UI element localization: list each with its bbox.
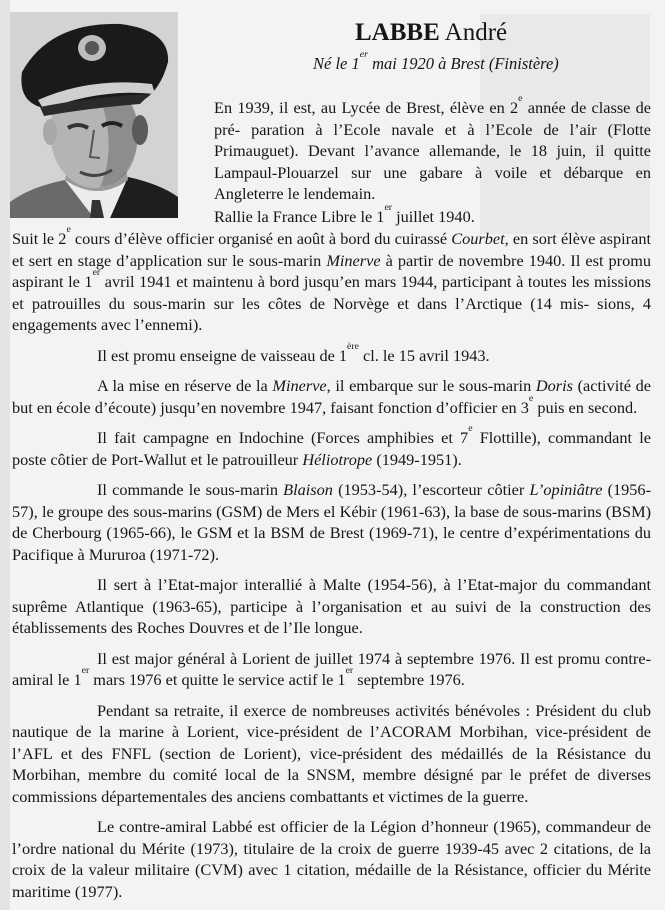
paragraph-3: Suit le 2e cours d’élève officier organisé en août à bord du cuirassé Courbet, en sort élève aspirant et sert en stage d’application sur le sous-marin Minerve à partir de novembre 1940. Il est promu aspirant le 1er avril 1941 et maintenu à bord jusqu’en mars 1944, participant à toutes les missions et patrouilles du sous-marin sur les côtes de Norvège et dans l’Arctique (14 mis- sions, 4 engagements avec l’ennemi).: [12, 224, 652, 334]
paragraph-2: Rallie la France Libre le 1er juillet 1940.: [214, 201, 475, 226]
birth-sup: er: [359, 49, 368, 61]
birth-rest: mai 1920 à Brest (Finistère): [367, 54, 559, 73]
paragraph-4: Il est promu enseigne de vaisseau de 1ère cl. le 15 avril 1943.: [97, 340, 490, 365]
page-title: [355, 18, 665, 48]
paragraph-11: Le contre-amiral Labbé est officier de la Légion d’honneur (1965), commandeur de l’ordre national du Mérite (1973), titulaire de la croix de guerre 1939-45 avec 2 citations, de la croix de la valeur militaire (CVM) avec 1 citation, médaille de la Résistance, officier du Mérite maritime (1977).: [12, 817, 651, 901]
paragraph-10: Pendant sa retraite, il exerce de nombreuses activités bénévoles : Président du club nautique de la marine à Lorient, vice-président de l’ACORAM Morbihan, vice-président de l’AFL et des FNFL (section de Lorient), vice-président des médaillés de la Résistance du Morbihan, membre du comité local de la SNSM, membre désigné par le préfet de diverses commissions départementales des anciens combattants et victimes de la guerre.: [12, 700, 651, 806]
body-text: [0, 93, 665, 902]
paragraph-8: Il sert à l’Etat-major interallié à Malte (1954-56), à l’Etat-major du commandant suprême Atlantique (1963-65), participe à l’organisation et au suivi de la construction des établissements des Roches Douvres et de l’Ile longue.: [12, 575, 651, 637]
heading: [214, 0, 665, 75]
birth-line: [313, 49, 665, 75]
paragraph-9: Il est major général à Lorient de juillet 1974 à septembre 1976. Il est promu contre-amiral le 1er mars 1976 et quitte le service actif le 1er septembre 1976.: [12, 648, 651, 689]
paragraph-5: A la mise en réserve de la Minerve, il embarque sur le sous-marin Doris (activité de but en école d’écoute) jusqu’en novembre 1947, faisant fonction d’officier en 3e puis en second.: [12, 376, 651, 417]
paragraph-7: Il commande le sous-marin Blaison (1953-54), l’escorteur côtier L’opiniâtre (1956-57), le groupe des sous-marins (GSM) de Mers el Kébir (1961-63), la base de sous-marins (BSM) de Cherbourg (1965-66), le GSM et la BSM de Brest (1969-71), le centre d’expérimentations du Pacifique à Mururoa (1971-72).: [12, 480, 651, 564]
surname: LABBE: [355, 19, 440, 46]
firstname: André: [444, 19, 508, 46]
paragraph-6: Il fait campagne en Indochine (Forces amphibies et 7e Flottille), commandant le poste côtier de Port-Wallut et le patrouilleur Héliotrope (1949-1951).: [12, 423, 651, 469]
paragraph-1: En 1939, il est, au Lycée de Brest, élève en 2e année de classe de pré- paration à l’Ecole navale et à l’Ecole de l’air (Flotte Primauguet). Devant l’avance allemande, le 18 juin, il quitte Lampaul-Plouarzel sur une gabare à voile et débarque en Angleterre le lendemain.: [214, 93, 652, 203]
birth-prefix: Né le 1: [313, 54, 360, 73]
